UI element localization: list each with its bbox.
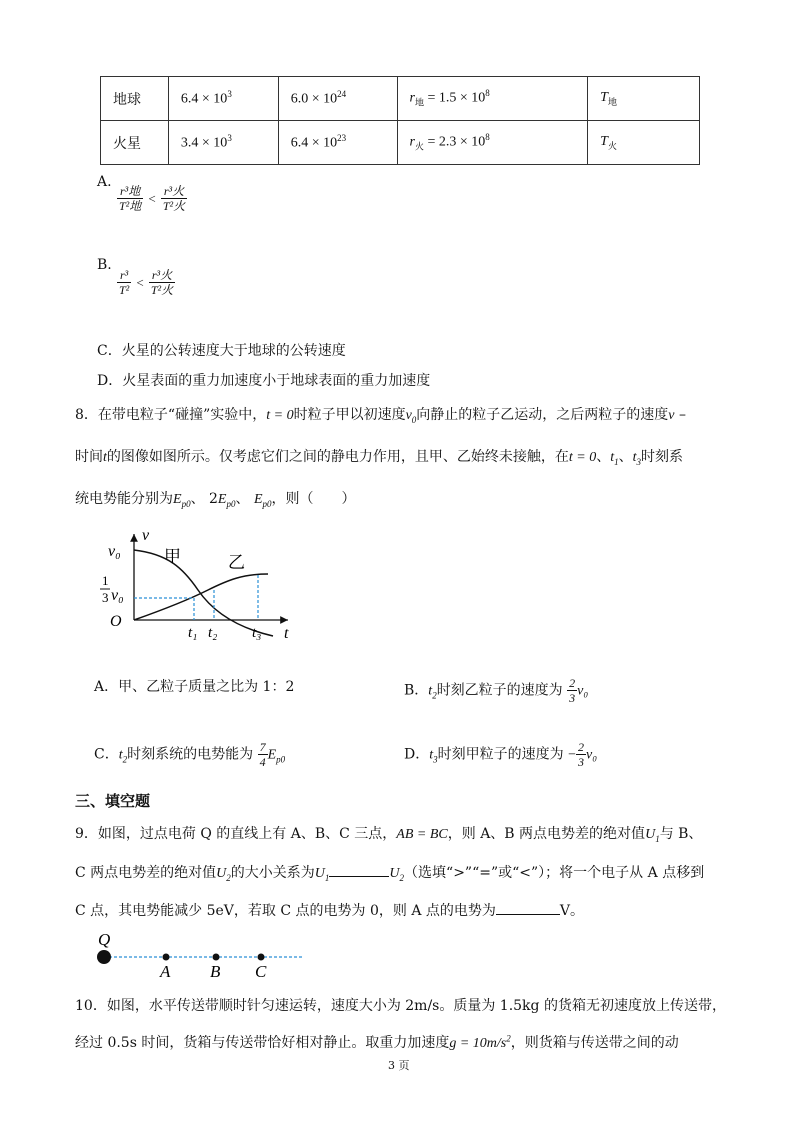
table-cell: $3.4 \times 10^3$	[168, 121, 278, 165]
section-title: 三、填空题	[75, 792, 151, 810]
q8-option-b: B．$t_2$时刻乙粒子的速度为 $\frac{2}{3}$ v₀	[404, 676, 589, 705]
origin-label: O	[110, 613, 122, 630]
label-c: C	[255, 962, 267, 981]
table-cell: $6.4 \times 10^3$	[168, 77, 278, 121]
point-a	[163, 954, 170, 961]
table-row	[101, 77, 700, 121]
t2-label: t₂	[208, 625, 218, 641]
table-cell: 地球	[101, 77, 169, 121]
v-axis-label: v	[142, 528, 150, 544]
point-c	[258, 954, 265, 961]
table-cell: $r_火 = 2.3 \times 10^8$	[397, 121, 588, 165]
option-b-formula: $\frac{\text{r³}}{\text{T²}}$ < $\frac{\text{r³火}}{\text{T²火}}$	[119, 268, 174, 297]
option-b-label: B.	[97, 257, 112, 273]
option-a-label: A.	[97, 174, 112, 190]
third-den: 3	[102, 590, 109, 605]
option-d: D．火星表面的重力加速度小于地球表面的重力加速度	[97, 373, 431, 389]
table-cell: $6.4 \times 10^{23}$	[278, 121, 397, 165]
third-v0-label: v₀	[111, 587, 124, 604]
q9-line2: C 两点电势差的绝对值$U_2$的大小关系为$U_1$ $U_2$（选填“>”“=”或“<”）；将一个电子从 A 点移到	[75, 865, 705, 883]
answer-blank[interactable]	[329, 864, 389, 877]
table-row	[101, 121, 700, 165]
option-c: C．火星的公转速度大于地球的公转速度	[97, 343, 346, 359]
q8-line2: 时间t的图像如图所示。仅考虑它们之间的静电力作用，且甲、乙始终未接触，在t = 0、$t_1$、$t_3$时刻系	[75, 449, 684, 467]
q10-line1: 10．如图，水平传送带顺时针匀速运转，速度大小为 2m/s。质量为 1.5kg 的货箱无初速度放上传送带，	[75, 998, 726, 1014]
t1-label: t₁	[188, 625, 198, 641]
t-axis-label: t	[284, 625, 289, 642]
t3-label: t₃	[252, 625, 262, 641]
jia-label: 甲	[164, 547, 181, 567]
option-a-formula: $\frac{\text{r³地}}{\text{T²地}}$ < $\frac{\text{r³火}}{\text{T²火}}$	[119, 184, 186, 213]
q8-line1: 8．在带电粒子“碰撞”实验中，t = 0时粒子甲以初速度$v_0$向静止的粒子乙运动，之后两粒子的速度v –	[75, 407, 686, 425]
charge-line-figure	[92, 930, 304, 982]
q8-option-c: C．$t_2$时刻系统的电势能为 $\frac{7}{4}$ $E_{p0}$	[94, 740, 286, 769]
charge-q	[97, 950, 111, 964]
table-cell: $T_火$	[588, 121, 700, 165]
table-cell: $T_地$	[588, 77, 700, 121]
planet-data-table	[100, 76, 700, 165]
q10-line2: 经过 0.5s 时间，货箱与传送带恰好相对静止。取重力加速度$g = 10m/s^2$，则货箱与传送带之间的动	[75, 1033, 679, 1051]
label-a: A	[160, 962, 171, 981]
table-cell: 火星	[101, 121, 169, 165]
v0-label: v₀	[108, 543, 121, 560]
third-num: 1	[102, 573, 109, 588]
q9-line3: C 点，其电势能减少 5eV，若取 C 点的电势为 0，则 A 点的电势为 V。	[75, 903, 585, 919]
q8-line3: 统电势能分别为$E_{p0}$、 $2E_{p0}$、 $E_{p0}$，则（ ）	[75, 491, 356, 509]
yi-label: 乙	[228, 553, 245, 573]
curve-yi	[134, 574, 268, 620]
q8-option-d: D．$t_3$时刻甲粒子的速度为 − $\frac{2}{3}$ v₀	[404, 740, 598, 769]
point-b	[213, 954, 220, 961]
table-cell: $r_地 = 1.5 \times 10^8$	[397, 77, 588, 121]
page-number: 3 页	[388, 1059, 410, 1072]
label-b: B	[210, 962, 221, 981]
velocity-time-graph	[98, 528, 308, 648]
q8-option-a: A．甲、乙粒子质量之比为 1：2	[94, 679, 295, 695]
answer-blank[interactable]	[496, 902, 560, 915]
table-cell: $6.0 \times 10^{24}$	[278, 77, 397, 121]
q9-line1: 9．如图，过点电荷 Q 的直线上有 A、B、C 三点，AB = BC，则 A、B 两点电势差的绝对值$U_1$与 B、	[75, 826, 703, 844]
label-q: Q	[98, 930, 111, 949]
